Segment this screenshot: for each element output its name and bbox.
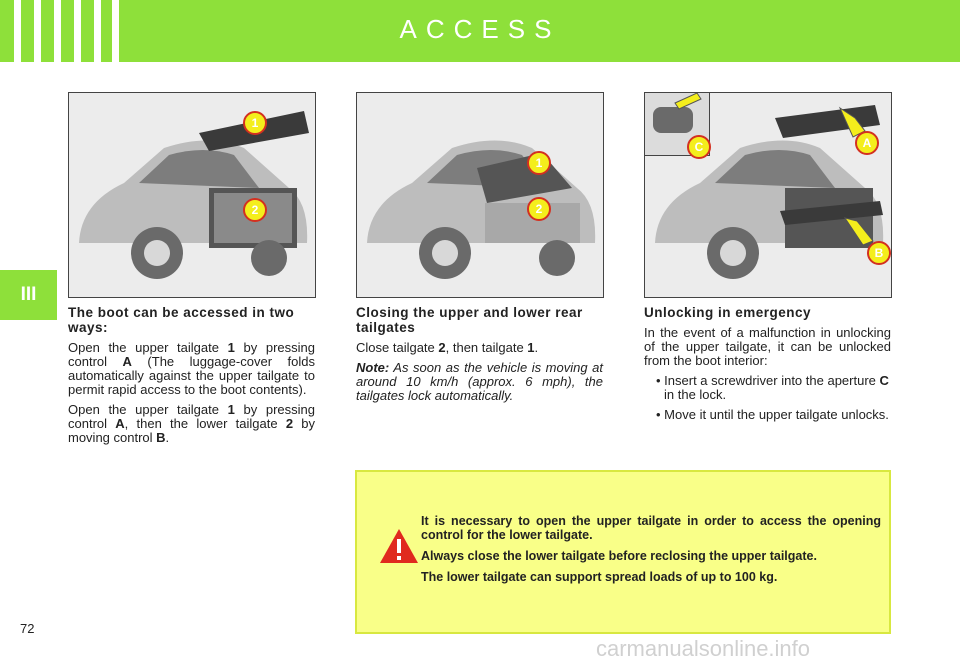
warning-box	[355, 470, 891, 634]
paragraph	[356, 341, 603, 355]
bold-ref: 2	[285, 416, 294, 431]
callout-badge: B	[867, 241, 891, 265]
text: by pressing control	[68, 340, 315, 369]
section-tab-label: III	[20, 284, 37, 305]
bold-ref: 1	[527, 340, 535, 355]
section-heading: Unlocking in emergency	[644, 305, 812, 320]
text-column-emergency	[644, 305, 891, 428]
page-header	[0, 0, 960, 62]
text: in the lock.	[664, 387, 727, 402]
warning-line: Always close the lower tailgate before reclosing the upper tailgate.	[421, 549, 817, 563]
text: by pressing control	[68, 402, 315, 431]
text: by moving control	[68, 416, 316, 445]
callout-badge: C	[687, 135, 711, 159]
header-stripe	[34, 0, 41, 62]
header-stripe	[14, 0, 21, 62]
callout-badge: 2	[243, 198, 267, 222]
text: Open the upper tailgate	[68, 402, 228, 417]
bold-ref: 1	[227, 340, 235, 355]
header-stripe	[54, 0, 61, 62]
callout-badge: 1	[243, 111, 267, 135]
warning-line: It is necessary to open the upper tailgate in order to access the opening control for the lower tailgate.	[421, 514, 881, 542]
bold-ref: 2	[438, 340, 446, 355]
bold-ref: 1	[227, 402, 235, 417]
bullet-list	[644, 374, 891, 422]
bold-ref: A	[122, 354, 132, 369]
page-title: ACCESS	[399, 14, 561, 44]
section-tab	[0, 270, 57, 320]
bold-ref: A	[115, 416, 125, 431]
text: As soon as the vehicle is moving at around 10 km/h (approx. 6 mph), the tailgates lock automatically.	[356, 360, 603, 403]
bold-ref: B	[156, 430, 166, 445]
bold-ref: C	[879, 373, 889, 388]
car-illustration	[357, 93, 603, 297]
callout-badge: 1	[527, 151, 551, 175]
paragraph: In the event of a malfunction in unlocking of the upper tailgate, it can be unlocked from the boot interior:	[644, 325, 891, 368]
text: Close tailgate	[356, 340, 439, 355]
figure-emergency-unlock	[644, 92, 892, 298]
section-heading: The boot can be accessed in two ways:	[68, 305, 295, 335]
warning-text	[421, 514, 881, 591]
list-item: • Insert a screwdriver into the aperture C in the lock.	[656, 373, 889, 402]
figure-tailgates-closed	[356, 92, 604, 298]
car-illustration	[69, 93, 315, 297]
text: (The luggage-cover folds automatically against the upper tailgate to permit rapid access to the boot contents).	[68, 354, 315, 397]
warning-triangle-icon	[379, 528, 419, 564]
text: .	[534, 340, 539, 355]
paragraph	[68, 341, 315, 397]
header-stripe	[74, 0, 81, 62]
text: .	[165, 430, 170, 445]
list-item: • Move it until the upper tailgate unlocks.	[656, 407, 889, 422]
section-heading: Closing the upper and lower rear tailgates	[356, 305, 583, 335]
text-column-closing	[356, 305, 603, 409]
text-column-access	[68, 305, 315, 451]
note-paragraph	[356, 361, 603, 403]
note-label: Note:	[356, 360, 390, 375]
text: Insert a screwdriver into the aperture	[664, 373, 880, 388]
text: , then the lower tailgate	[124, 416, 286, 431]
warning-line: The lower tailgate can support spread loads of up to 100 kg.	[421, 570, 778, 584]
callout-badge: A	[855, 131, 879, 155]
page-number: 72	[20, 621, 35, 636]
header-stripe	[112, 0, 119, 62]
paragraph	[68, 403, 315, 445]
header-stripe	[94, 0, 101, 62]
text: Open the upper tailgate	[68, 340, 228, 355]
text: , then tailgate	[445, 340, 528, 355]
text: Move it until the upper tailgate unlocks.	[664, 407, 889, 422]
watermark: carmanualsonline.info	[596, 636, 811, 661]
callout-badge: 2	[527, 197, 551, 221]
figure-upper-tailgate-open	[68, 92, 316, 298]
